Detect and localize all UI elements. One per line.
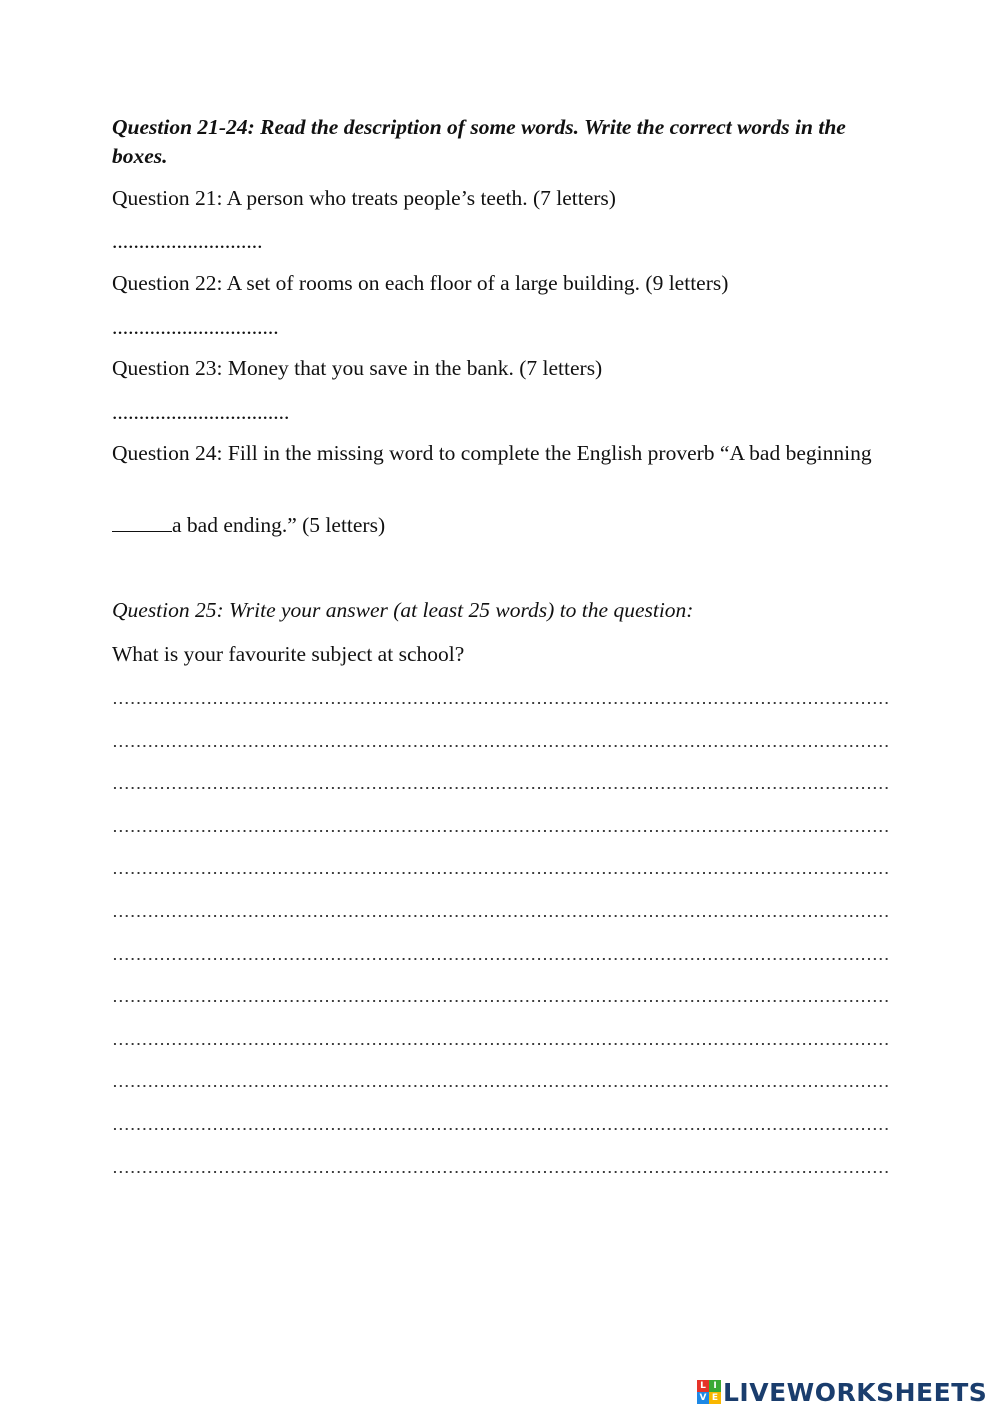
section-heading-q25: Question 25: Write your answer (at least 25 words) to the question: bbox=[112, 598, 694, 622]
logo-text: LIVEWORKSHEETS bbox=[723, 1377, 988, 1407]
question-24-line2 bbox=[112, 511, 385, 540]
answer-line[interactable] bbox=[112, 701, 888, 705]
answer-line[interactable] bbox=[112, 1127, 888, 1131]
answer-line[interactable] bbox=[112, 786, 888, 790]
answer-field-q23[interactable]: ................................. bbox=[112, 400, 290, 424]
answer-field-q21[interactable]: ............................ bbox=[112, 229, 263, 253]
answer-line[interactable] bbox=[112, 1042, 888, 1046]
question-25-prompt: What is your favourite subject at school? bbox=[112, 642, 465, 666]
question-24: Question 24: Fill in the missing word to complete the English proverb “A bad beginning bbox=[112, 441, 872, 465]
question-22: Question 22: A set of rooms on each floor of a large building. (9 letters) bbox=[112, 271, 729, 295]
logo-letter: E bbox=[709, 1392, 721, 1404]
question-23: Question 23: Money that you save in the bank. (7 letters) bbox=[112, 356, 603, 380]
answer-blank-q24[interactable] bbox=[112, 513, 172, 532]
answer-line[interactable] bbox=[112, 1084, 888, 1088]
answer-line[interactable] bbox=[112, 744, 888, 748]
logo-mark-icon bbox=[697, 1380, 721, 1404]
answer-line[interactable] bbox=[112, 871, 888, 875]
logo-letter: V bbox=[697, 1392, 709, 1404]
section-heading-q21-24: Question 21-24: Read the description of some words. Write the correct words in the boxes. bbox=[112, 115, 846, 168]
answer-line[interactable] bbox=[112, 914, 888, 918]
logo-letter: I bbox=[709, 1380, 721, 1392]
answer-line[interactable] bbox=[112, 1170, 888, 1174]
answer-line[interactable] bbox=[112, 999, 888, 1003]
liveworksheets-logo bbox=[697, 1377, 987, 1407]
question-21: Question 21: A person who treats people’s teeth. (7 letters) bbox=[112, 186, 616, 210]
logo-letter: L bbox=[697, 1380, 709, 1392]
question-24-suffix: a bad ending.” (5 letters) bbox=[172, 513, 386, 537]
answer-field-q22[interactable]: ............................... bbox=[112, 315, 279, 339]
answer-line[interactable] bbox=[112, 957, 888, 961]
answer-line[interactable] bbox=[112, 829, 888, 833]
